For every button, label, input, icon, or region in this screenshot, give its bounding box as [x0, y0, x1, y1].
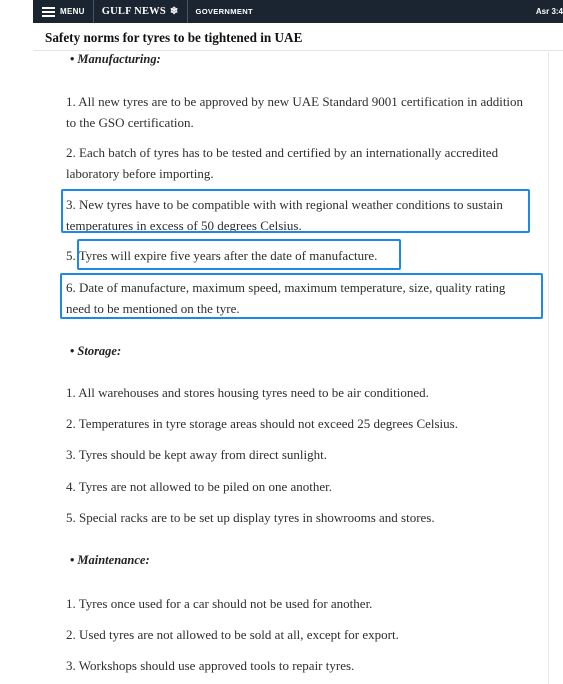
- subheading-storage: • Storage:: [70, 344, 122, 358]
- storage-item-1: 1. All warehouses and stores housing tyres need to be air conditioned.: [66, 385, 429, 400]
- highlight-box-item-3: [61, 189, 530, 233]
- storage-item-2: 2. Temperatures in tyre storage areas should not exceed 25 degrees Celsius.: [66, 416, 458, 431]
- storage-item-5: 5. Special racks are to be set up display tyres in showrooms and stores.: [66, 510, 435, 525]
- content-divider: [548, 52, 549, 684]
- manufacturing-item-6: 6. Date of manufacture, maximum speed, maximum temperature, size, quality rating need to be mentioned on the tyre.: [66, 280, 506, 316]
- hamburger-icon: [42, 7, 55, 16]
- prayer-time[interactable]: Asr 3:4: [535, 7, 563, 16]
- manufacturing-item-1: 1. All new tyres are to be approved by new UAE Standard 9001 certification in addition to the GSO certification.: [66, 94, 524, 130]
- storage-item-4: 4. Tyres are not allowed to be piled on one another.: [66, 479, 332, 494]
- nav-divider: [93, 0, 94, 23]
- manufacturing-item-5: 5. Tyres will expire five years after the date of manufacture.: [66, 248, 378, 263]
- maintenance-item-3: 3. Workshops should use approved tools to repair tyres.: [66, 658, 355, 673]
- article-title: Safety norms for tyres to be tightened in UAE: [45, 30, 303, 45]
- subheading-maintenance: • Maintenance:: [70, 553, 150, 567]
- sticky-headline-bar: [33, 23, 563, 51]
- menu-button[interactable]: [33, 0, 85, 23]
- subheading-manufacturing: • Manufacturing:: [70, 52, 161, 66]
- gulf-news-logo[interactable]: GULF NEWS ❄: [101, 6, 179, 17]
- storage-item-3: 3. Tyres should be kept away from direct sunlight.: [66, 447, 327, 462]
- maintenance-item-1: 1. Tyres once used for a car should not be used for another.: [66, 596, 373, 611]
- menu-label: MENU: [60, 7, 85, 16]
- manufacturing-item-3: 3. New tyres have to be compatible with with regional weather conditions to sustain temperatures in excess of 50 degrees Celsius.: [66, 197, 503, 233]
- section-link-government[interactable]: GOVERNMENT: [195, 7, 253, 16]
- highlight-box-item-5: [77, 239, 401, 270]
- highlight-box-item-6: [60, 273, 543, 319]
- top-navigation-bar: [33, 0, 563, 23]
- maintenance-item-2: 2. Used tyres are not allowed to be sold at all, except for export.: [66, 627, 399, 642]
- manufacturing-item-2: 2. Each batch of tyres has to be tested and certified by an internationally accredited laboratory before importing.: [66, 145, 499, 181]
- falcon-icon: ❄: [169, 6, 179, 17]
- nav-divider: [187, 0, 188, 23]
